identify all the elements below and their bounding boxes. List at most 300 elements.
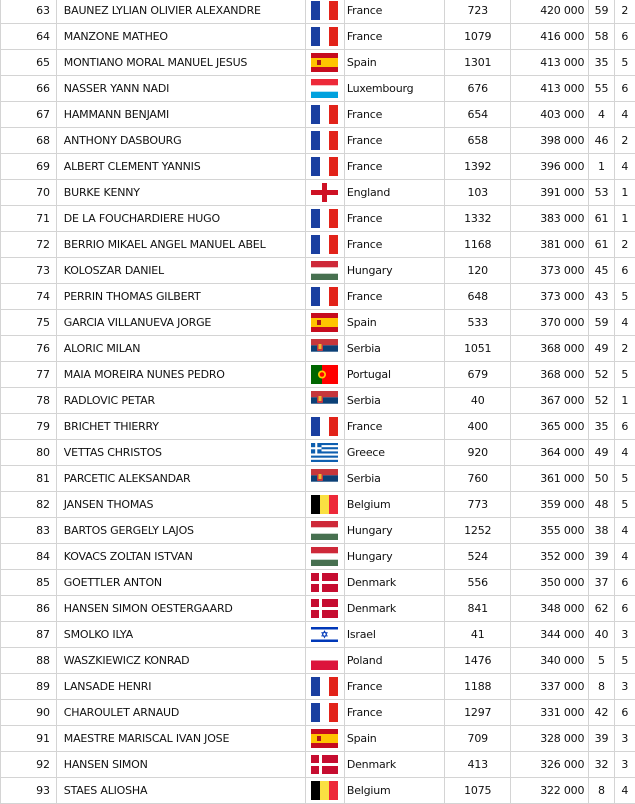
player-name-cell: SMOLKO ILYA [56, 622, 306, 648]
flag-cell [306, 232, 345, 258]
prize-cell: 383 000 [511, 206, 589, 232]
stat-b-cell: 2 [614, 336, 635, 362]
rank-cell: 93 [1, 778, 57, 804]
country-cell: Greece [344, 440, 444, 466]
points-cell: 760 [445, 466, 511, 492]
stat-b-cell: 3 [614, 622, 635, 648]
prize-cell: 368 000 [511, 336, 589, 362]
flag-cell [306, 258, 345, 284]
country-cell: England [344, 180, 444, 206]
flag-cell [306, 362, 345, 388]
spain-flag-icon [311, 53, 344, 72]
country-cell: Hungary [344, 518, 444, 544]
prize-cell: 337 000 [511, 674, 589, 700]
stat-b-cell: 3 [614, 726, 635, 752]
flag-cell [306, 778, 345, 804]
denmark-flag-icon [311, 599, 344, 618]
table-row [1, 726, 635, 752]
prize-cell: 328 000 [511, 726, 589, 752]
points-cell: 1476 [445, 648, 511, 674]
country-cell: Serbia [344, 336, 444, 362]
points-cell: 524 [445, 544, 511, 570]
france-flag-icon [311, 157, 344, 176]
poland-flag-icon [311, 651, 344, 670]
rank-cell: 91 [1, 726, 57, 752]
prize-cell: 396 000 [511, 154, 589, 180]
country-cell: Luxembourg [344, 76, 444, 102]
stat-b-cell: 6 [614, 570, 635, 596]
rank-cell: 73 [1, 258, 57, 284]
stat-b-cell: 5 [614, 362, 635, 388]
prize-cell: 350 000 [511, 570, 589, 596]
prize-cell: 370 000 [511, 310, 589, 336]
table-row [1, 388, 635, 414]
prize-cell: 331 000 [511, 700, 589, 726]
player-name-cell: MAIA MOREIRA NUNES PEDRO [56, 362, 306, 388]
points-cell: 654 [445, 102, 511, 128]
table-row [1, 778, 635, 804]
table-row [1, 622, 635, 648]
player-name-cell: RADLOVIC PETAR [56, 388, 306, 414]
prize-cell: 340 000 [511, 648, 589, 674]
player-name-cell: DE LA FOUCHARDIERE HUGO [56, 206, 306, 232]
rank-cell: 87 [1, 622, 57, 648]
stat-a-cell: 5 [589, 648, 614, 674]
points-cell: 1079 [445, 24, 511, 50]
stat-a-cell: 53 [589, 180, 614, 206]
player-name-cell: NASSER YANN NADI [56, 76, 306, 102]
stat-b-cell: 6 [614, 258, 635, 284]
country-cell: Spain [344, 50, 444, 76]
stat-a-cell: 52 [589, 362, 614, 388]
flag-cell [306, 24, 345, 50]
hungary-flag-icon [311, 521, 344, 540]
prize-cell: 368 000 [511, 362, 589, 388]
table-row [1, 0, 635, 24]
prize-cell: 352 000 [511, 544, 589, 570]
prize-cell: 420 000 [511, 0, 589, 24]
flag-cell [306, 50, 345, 76]
serbia-flag-icon [311, 469, 344, 488]
table-row [1, 466, 635, 492]
player-name-cell: STAES ALIOSHA [56, 778, 306, 804]
player-name-cell: GOETTLER ANTON [56, 570, 306, 596]
flag-cell [306, 518, 345, 544]
points-cell: 920 [445, 440, 511, 466]
prize-cell: 381 000 [511, 232, 589, 258]
prize-cell: 413 000 [511, 50, 589, 76]
france-flag-icon [311, 287, 344, 306]
table-row [1, 596, 635, 622]
points-cell: 841 [445, 596, 511, 622]
israel-flag-icon [311, 625, 344, 644]
table-row [1, 544, 635, 570]
france-flag-icon [311, 209, 344, 228]
country-cell: France [344, 206, 444, 232]
stat-b-cell: 2 [614, 0, 635, 24]
stat-a-cell: 62 [589, 596, 614, 622]
flag-cell [306, 128, 345, 154]
flag-cell [306, 648, 345, 674]
rank-cell: 88 [1, 648, 57, 674]
country-cell: Portugal [344, 362, 444, 388]
country-cell: Hungary [344, 258, 444, 284]
points-cell: 41 [445, 622, 511, 648]
rank-cell: 66 [1, 76, 57, 102]
flag-cell [306, 700, 345, 726]
stat-a-cell: 4 [589, 102, 614, 128]
points-cell: 676 [445, 76, 511, 102]
country-cell: France [344, 102, 444, 128]
rank-cell: 69 [1, 154, 57, 180]
rank-cell: 65 [1, 50, 57, 76]
player-name-cell: CHAROULET ARNAUD [56, 700, 306, 726]
denmark-flag-icon [311, 573, 344, 592]
flag-cell [306, 76, 345, 102]
points-cell: 1168 [445, 232, 511, 258]
rank-cell: 78 [1, 388, 57, 414]
table-row [1, 24, 635, 50]
rank-cell: 77 [1, 362, 57, 388]
country-cell: Spain [344, 726, 444, 752]
rank-cell: 80 [1, 440, 57, 466]
prize-cell: 365 000 [511, 414, 589, 440]
points-cell: 709 [445, 726, 511, 752]
table-row [1, 336, 635, 362]
table-row [1, 648, 635, 674]
country-cell: France [344, 700, 444, 726]
stat-b-cell: 3 [614, 752, 635, 778]
stat-b-cell: 4 [614, 518, 635, 544]
prize-cell: 391 000 [511, 180, 589, 206]
prize-cell: 398 000 [511, 128, 589, 154]
player-name-cell: ALORIC MILAN [56, 336, 306, 362]
table-row [1, 258, 635, 284]
rank-cell: 70 [1, 180, 57, 206]
table-row [1, 752, 635, 778]
stat-b-cell: 4 [614, 544, 635, 570]
country-cell: France [344, 674, 444, 700]
france-flag-icon [311, 27, 344, 46]
points-cell: 103 [445, 180, 511, 206]
spain-flag-icon [311, 729, 344, 748]
player-name-cell: WASZKIEWICZ KONRAD [56, 648, 306, 674]
table-row [1, 440, 635, 466]
serbia-flag-icon [311, 391, 344, 410]
country-cell: Israel [344, 622, 444, 648]
stat-a-cell: 49 [589, 440, 614, 466]
stat-a-cell: 32 [589, 752, 614, 778]
stat-b-cell: 5 [614, 492, 635, 518]
rank-cell: 86 [1, 596, 57, 622]
rank-cell: 75 [1, 310, 57, 336]
stat-a-cell: 59 [589, 0, 614, 24]
player-name-cell: MANZONE MATHEO [56, 24, 306, 50]
player-name-cell: KOVACS ZOLTAN ISTVAN [56, 544, 306, 570]
table-row [1, 674, 635, 700]
stat-a-cell: 38 [589, 518, 614, 544]
flag-cell [306, 336, 345, 362]
stat-a-cell: 50 [589, 466, 614, 492]
hungary-flag-icon [311, 547, 344, 566]
france-flag-icon [311, 417, 344, 436]
rank-cell: 67 [1, 102, 57, 128]
rank-cell: 84 [1, 544, 57, 570]
prize-cell: 326 000 [511, 752, 589, 778]
player-name-cell: MONTIANO MORAL MANUEL JESUS [56, 50, 306, 76]
points-cell: 413 [445, 752, 511, 778]
points-cell: 648 [445, 284, 511, 310]
rank-cell: 68 [1, 128, 57, 154]
rank-cell: 64 [1, 24, 57, 50]
country-cell: France [344, 128, 444, 154]
country-cell: Serbia [344, 388, 444, 414]
player-name-cell: BRICHET THIERRY [56, 414, 306, 440]
prize-cell: 373 000 [511, 258, 589, 284]
stat-b-cell: 6 [614, 414, 635, 440]
country-cell: Denmark [344, 596, 444, 622]
france-flag-icon [311, 1, 344, 20]
stat-b-cell: 5 [614, 466, 635, 492]
prize-cell: 344 000 [511, 622, 589, 648]
stat-b-cell: 6 [614, 596, 635, 622]
stat-b-cell: 6 [614, 24, 635, 50]
prize-cell: 359 000 [511, 492, 589, 518]
stat-a-cell: 45 [589, 258, 614, 284]
player-name-cell: JANSEN THOMAS [56, 492, 306, 518]
portugal-flag-icon [311, 365, 344, 384]
stat-a-cell: 59 [589, 310, 614, 336]
stat-b-cell: 4 [614, 102, 635, 128]
table-row [1, 362, 635, 388]
points-cell: 556 [445, 570, 511, 596]
points-cell: 658 [445, 128, 511, 154]
country-cell: France [344, 414, 444, 440]
points-cell: 1392 [445, 154, 511, 180]
hungary-flag-icon [311, 261, 344, 280]
flag-cell [306, 726, 345, 752]
player-name-cell: BAUNEZ LYLIAN OLIVIER ALEXANDRE [56, 0, 306, 24]
country-cell: Belgium [344, 778, 444, 804]
stat-b-cell: 5 [614, 284, 635, 310]
prize-cell: 373 000 [511, 284, 589, 310]
rank-cell: 92 [1, 752, 57, 778]
flag-cell [306, 102, 345, 128]
table-row [1, 76, 635, 102]
belgium-flag-icon [311, 781, 344, 800]
stat-a-cell: 52 [589, 388, 614, 414]
points-cell: 679 [445, 362, 511, 388]
points-cell: 1332 [445, 206, 511, 232]
points-cell: 1075 [445, 778, 511, 804]
country-cell: Denmark [344, 570, 444, 596]
flag-cell [306, 284, 345, 310]
player-name-cell: ANTHONY DASBOURG [56, 128, 306, 154]
stat-a-cell: 37 [589, 570, 614, 596]
table-row [1, 128, 635, 154]
country-cell: Poland [344, 648, 444, 674]
stat-b-cell: 4 [614, 778, 635, 804]
country-cell: Hungary [344, 544, 444, 570]
table-row [1, 180, 635, 206]
table-row [1, 518, 635, 544]
stat-a-cell: 61 [589, 206, 614, 232]
ranking-table-body [1, 0, 635, 804]
player-name-cell: ALBERT CLEMENT YANNIS [56, 154, 306, 180]
flag-cell [306, 154, 345, 180]
flag-cell [306, 0, 345, 24]
player-name-cell: VETTAS CHRISTOS [56, 440, 306, 466]
player-name-cell: HAMMANN BENJAMI [56, 102, 306, 128]
prize-cell: 416 000 [511, 24, 589, 50]
stat-a-cell: 43 [589, 284, 614, 310]
points-cell: 723 [445, 0, 511, 24]
stat-a-cell: 58 [589, 24, 614, 50]
points-cell: 1252 [445, 518, 511, 544]
player-name-cell: HANSEN SIMON [56, 752, 306, 778]
stat-b-cell: 5 [614, 648, 635, 674]
england-flag-icon [311, 183, 344, 202]
points-cell: 1188 [445, 674, 511, 700]
serbia-flag-icon [311, 339, 344, 358]
france-flag-icon [311, 677, 344, 696]
table-row [1, 570, 635, 596]
table-row [1, 206, 635, 232]
flag-cell [306, 310, 345, 336]
table-row [1, 414, 635, 440]
table-row [1, 310, 635, 336]
table-row [1, 492, 635, 518]
denmark-flag-icon [311, 755, 344, 774]
rank-cell: 74 [1, 284, 57, 310]
france-flag-icon [311, 235, 344, 254]
stat-a-cell: 39 [589, 544, 614, 570]
prize-cell: 322 000 [511, 778, 589, 804]
stat-a-cell: 1 [589, 154, 614, 180]
stat-b-cell: 1 [614, 180, 635, 206]
stat-b-cell: 6 [614, 76, 635, 102]
country-cell: Spain [344, 310, 444, 336]
flag-cell [306, 570, 345, 596]
player-name-cell: HANSEN SIMON OESTERGAARD [56, 596, 306, 622]
points-cell: 533 [445, 310, 511, 336]
stat-a-cell: 40 [589, 622, 614, 648]
player-name-cell: PARCETIC ALEKSANDAR [56, 466, 306, 492]
greece-flag-icon [311, 443, 344, 462]
player-name-cell: LANSADE HENRI [56, 674, 306, 700]
stat-b-cell: 4 [614, 440, 635, 466]
stat-a-cell: 61 [589, 232, 614, 258]
table-row [1, 102, 635, 128]
country-cell: France [344, 0, 444, 24]
stat-b-cell: 3 [614, 674, 635, 700]
belgium-flag-icon [311, 495, 344, 514]
stat-b-cell: 2 [614, 128, 635, 154]
rank-cell: 79 [1, 414, 57, 440]
stat-a-cell: 39 [589, 726, 614, 752]
stat-a-cell: 42 [589, 700, 614, 726]
points-cell: 1301 [445, 50, 511, 76]
points-cell: 40 [445, 388, 511, 414]
player-name-cell: PERRIN THOMAS GILBERT [56, 284, 306, 310]
rank-cell: 89 [1, 674, 57, 700]
flag-cell [306, 466, 345, 492]
prize-cell: 361 000 [511, 466, 589, 492]
points-cell: 773 [445, 492, 511, 518]
stat-b-cell: 1 [614, 388, 635, 414]
stat-a-cell: 49 [589, 336, 614, 362]
flag-cell [306, 752, 345, 778]
country-cell: Serbia [344, 466, 444, 492]
flag-cell [306, 622, 345, 648]
spain-flag-icon [311, 313, 344, 332]
prize-cell: 364 000 [511, 440, 589, 466]
country-cell: France [344, 284, 444, 310]
rank-cell: 63 [1, 0, 57, 24]
rank-cell: 71 [1, 206, 57, 232]
country-cell: France [344, 154, 444, 180]
rank-cell: 90 [1, 700, 57, 726]
player-name-cell: BURKE KENNY [56, 180, 306, 206]
prize-cell: 403 000 [511, 102, 589, 128]
stat-a-cell: 48 [589, 492, 614, 518]
country-cell: France [344, 232, 444, 258]
table-row [1, 232, 635, 258]
player-name-cell: KOLOSZAR DANIEL [56, 258, 306, 284]
stat-b-cell: 4 [614, 154, 635, 180]
france-flag-icon [311, 105, 344, 124]
prize-cell: 367 000 [511, 388, 589, 414]
table-row [1, 700, 635, 726]
country-cell: France [344, 24, 444, 50]
prize-cell: 413 000 [511, 76, 589, 102]
stat-a-cell: 55 [589, 76, 614, 102]
flag-cell [306, 180, 345, 206]
flag-cell [306, 440, 345, 466]
stat-a-cell: 35 [589, 50, 614, 76]
flag-cell [306, 492, 345, 518]
stat-a-cell: 46 [589, 128, 614, 154]
flag-cell [306, 388, 345, 414]
player-name-cell: GARCIA VILLANUEVA JORGE [56, 310, 306, 336]
luxembourg-flag-icon [311, 79, 344, 98]
rank-cell: 81 [1, 466, 57, 492]
stat-b-cell: 4 [614, 310, 635, 336]
points-cell: 120 [445, 258, 511, 284]
player-name-cell: MAESTRE MARISCAL IVAN JOSE [56, 726, 306, 752]
flag-cell [306, 674, 345, 700]
rank-cell: 85 [1, 570, 57, 596]
stat-a-cell: 8 [589, 778, 614, 804]
table-row [1, 284, 635, 310]
stat-b-cell: 6 [614, 700, 635, 726]
player-name-cell: BARTOS GERGELY LAJOS [56, 518, 306, 544]
rank-cell: 83 [1, 518, 57, 544]
flag-cell [306, 544, 345, 570]
stat-b-cell: 2 [614, 232, 635, 258]
rank-cell: 72 [1, 232, 57, 258]
country-cell: Denmark [344, 752, 444, 778]
flag-cell [306, 414, 345, 440]
france-flag-icon [311, 703, 344, 722]
points-cell: 1051 [445, 336, 511, 362]
rank-cell: 82 [1, 492, 57, 518]
stat-b-cell: 1 [614, 206, 635, 232]
stat-b-cell: 5 [614, 50, 635, 76]
stat-a-cell: 35 [589, 414, 614, 440]
table-row [1, 154, 635, 180]
france-flag-icon [311, 131, 344, 150]
